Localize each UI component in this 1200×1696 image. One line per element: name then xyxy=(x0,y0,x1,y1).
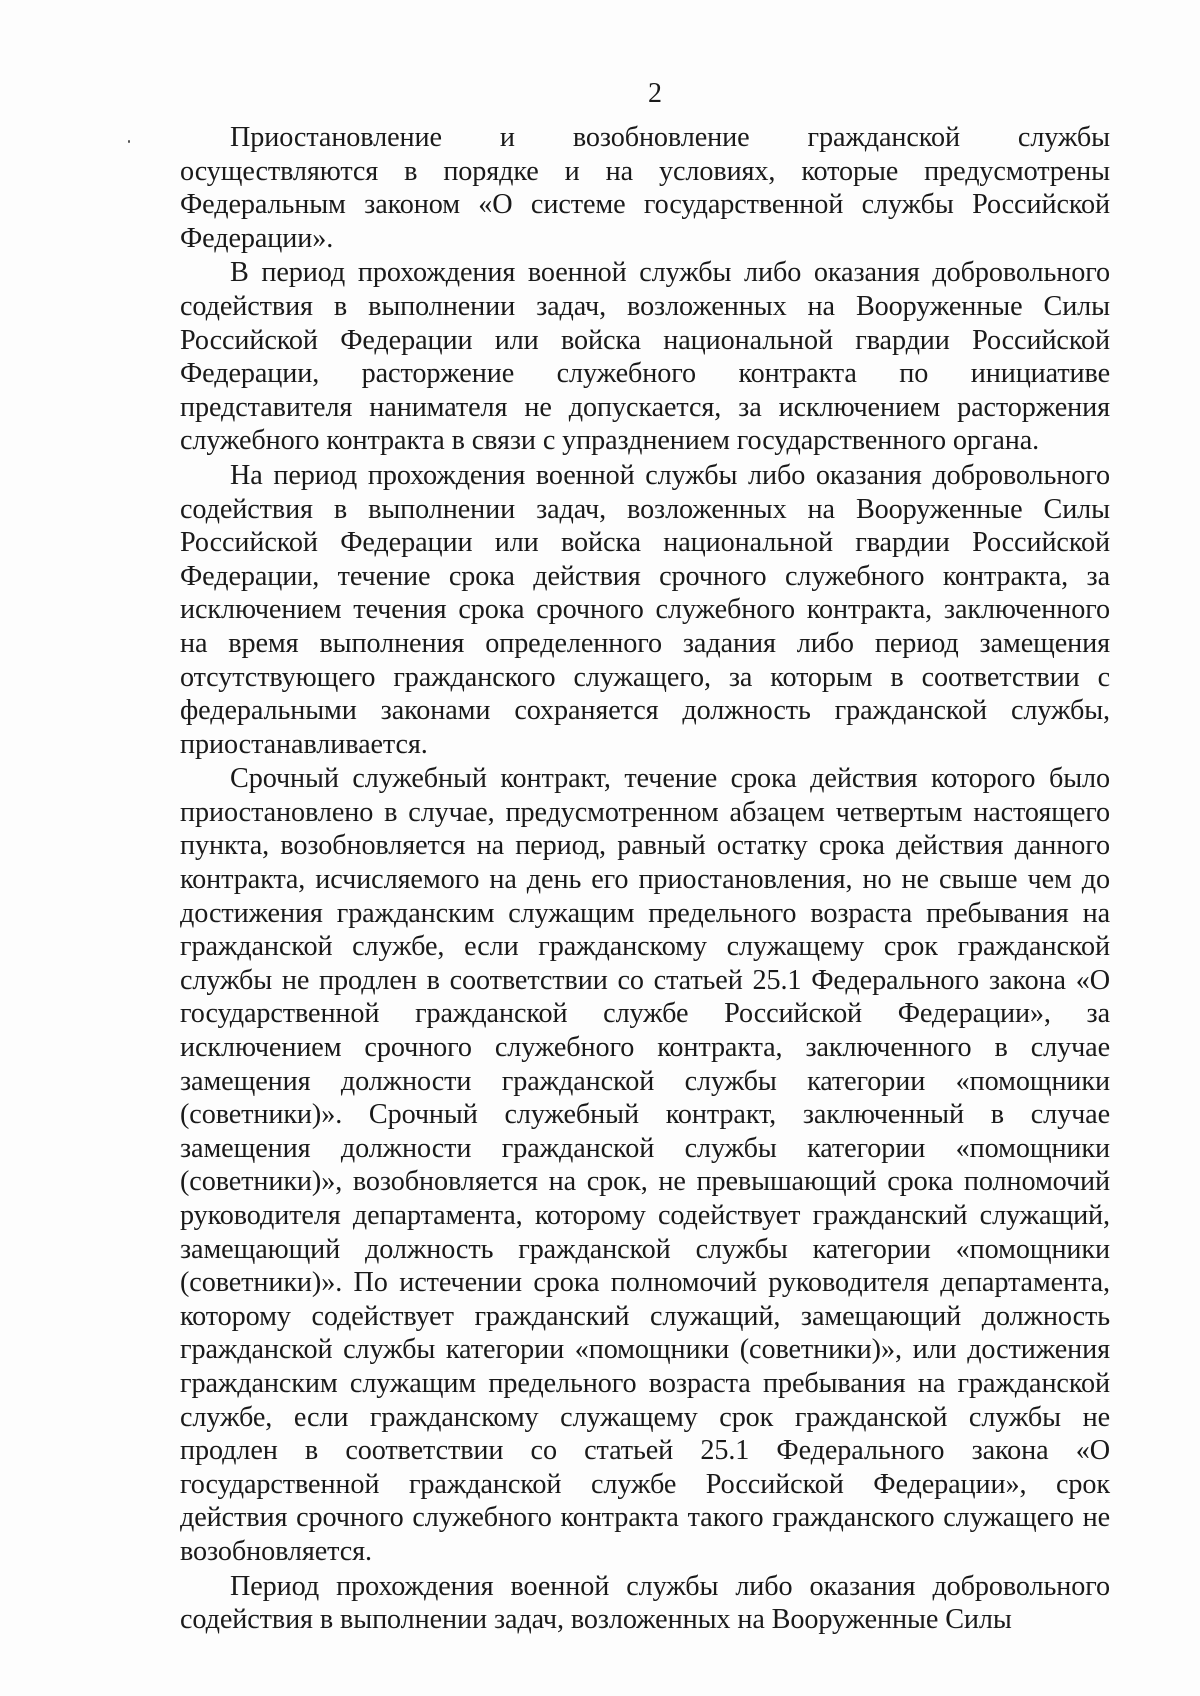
document-body xyxy=(180,121,1110,1637)
scan-mark xyxy=(128,140,130,143)
paragraph-fixed-term-contract-renewal: Срочный служебный контракт, течение срока действия которого было приостановлено в случае, предусмотренном абзацем четвертым настоящего пункта, возобновляется на период, равный остатку срока действия данного контракта, исчисляемого на день его приостановления, но не свыше чем до достижения гражданским служащим предельного возраста пребывания на гражданской службе, если гражданскому служащему срок гражданской службы не продлен в соответствии со статьей 25.1 Федерального закона «О государственной гражданской службе Российской Федерации», за исключением срочного служебного контракта, заключенного в случае замещения должности гражданской службы категории «помощники (советники)». Срочный служебный контракт, заключенный в случае замещения должности гражданской службы категории «помощники (советники)», возобновляется на срок, не превышающий срока полномочий руководителя департамента, которому содействует гражданский служащий, замещающий должность гражданской службы категории «помощники (советники)». По истечении срока полномочий руководителя департамента, которому содействует гражданский служащий, замещающий должность гражданской службы категории «помощники (советники)», или достижения гражданским служащим предельного возраста пребывания на гражданской службе, если гражданскому служащему срок гражданской службы не продлен в соответствии со статьей 25.1 Федерального закона «О государственной гражданской службе Российской Федерации», срок действия срочного служебного контракта такого гражданского служащего не возобновляется. xyxy=(180,763,1110,1567)
paragraph-suspension-resumption: Приостановление и возобновление гражданской службы осуществляются в порядке и на условиях, которые предусмотрены Федеральным законом «О системе государственной службы Российской Федерации». xyxy=(180,122,1110,254)
paragraph-contract-term-suspension: На период прохождения военной службы либо оказания добровольного содействия в выполнении задач, возложенных на Вооруженные Силы Российской Федерации или войска национальной гвардии Российской Федерации, течение срока действия срочного служебного контракта, за исключением течения срока срочного служебного контракта, заключенного на время выполнения определенного задания либо период замещения отсутствующего гражданского служащего, за которым в соответствии с федеральными законами сохраняется должность гражданской службы, приостанавливается. xyxy=(180,459,1110,760)
paragraph-service-period: Период прохождения военной службы либо оказания добровольного содействия в выполнении задач, возложенных на Вооруженные Силы xyxy=(180,1570,1110,1636)
page-number: 2 xyxy=(648,78,662,109)
paragraph-contract-termination: В период прохождения военной службы либо оказания добровольного содействия в выполнении задач, возложенных на Вооруженные Силы Российской Федерации или войска национальной гвардии Российской Федерации, расторжение служебного контракта по инициативе представителя нанимателя не допускается, за исключением расторжения служебного контракта в связи с упразднением государственного органа. xyxy=(180,257,1110,457)
